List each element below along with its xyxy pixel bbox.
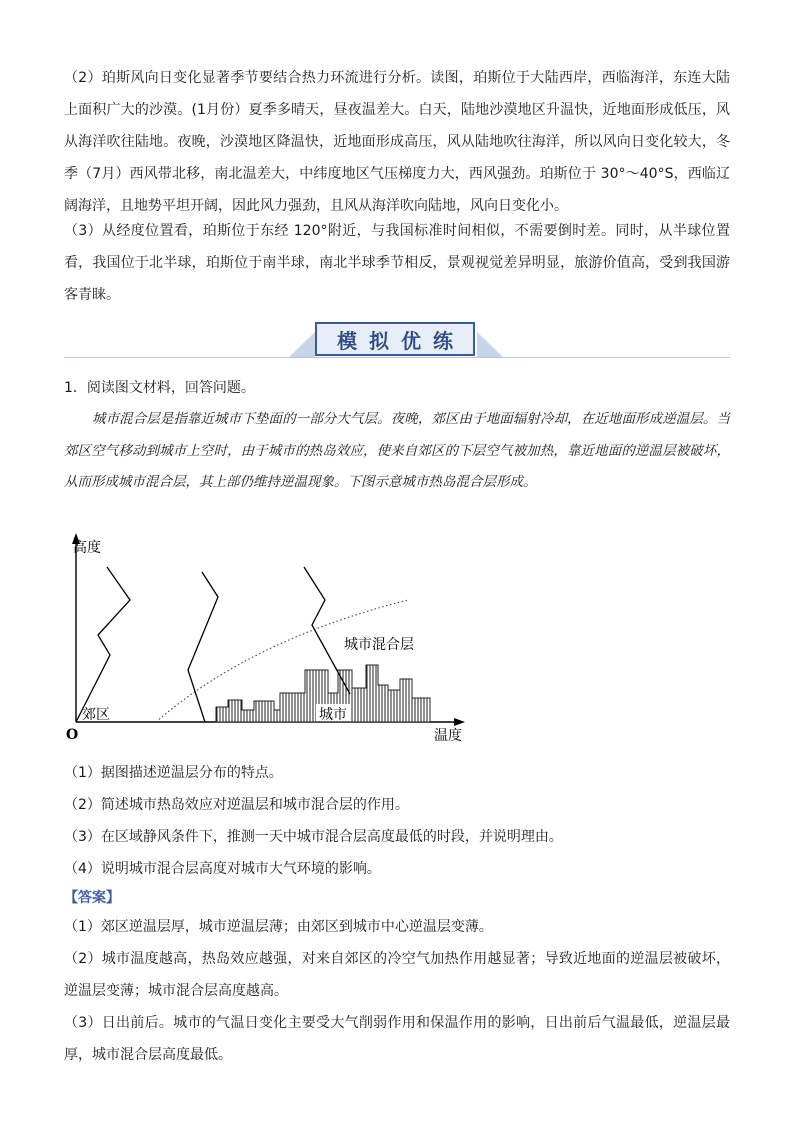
sub-question-2: （2）简述城市热岛效应对逆温层和城市混合层的作用。 — [64, 797, 409, 813]
banner-title: 模拟优练 — [337, 328, 465, 353]
question-material: 城市混合层是指靠近城市下垫面的一部分大气层。夜晚，郊区由于地面辐射冷却，在近地面形成逆温层。当郊区空气移动到城市上空时，由于城市的热岛效应，使来自郊区的下层空气被加热，靠近地面的逆温层被破坏，从而形成城市混合层，其上部仍维持逆温现象。下图示意城市热岛混合层形成。 — [64, 411, 730, 490]
x-axis-label: 温度 — [434, 728, 462, 744]
answer-2: （2）城市温度越高，热岛效应越强，对来自郊区的冷空气加热作用越显著；导致近地面的逆温层被破坏，逆温层变薄；城市混合层高度越高。 — [64, 951, 730, 999]
banner-box — [315, 322, 475, 356]
suburb-label: 郊区 — [82, 707, 110, 723]
profile-middle — [188, 572, 218, 722]
sub-question-4: （4）说明城市混合层高度对城市大气环境的影响。 — [64, 861, 381, 877]
x-axis-arrow — [454, 718, 465, 726]
question-stem: 1．阅读图文材料，回答问题。 — [64, 380, 255, 396]
urban-mixing-layer-figure — [60, 530, 470, 745]
answer-1: （1）郊区逆温层厚，城市逆温层薄；由郊区到城市中心逆温层变薄。 — [64, 919, 493, 935]
y-axis-label: 高度 — [73, 540, 101, 556]
answer-tag: 【答案】 — [64, 890, 120, 906]
paragraph-answer-2: （2）珀斯风向日变化显著季节要结合热力环流进行分析。读图，珀斯位于大陆西岸，西临海洋，东连大陆上面积广大的沙漠。(1月份）夏季多晴天，昼夜温差大。白天，陆地沙漠地区升温快，近地面形成低压，风从海洋吹往陆地。夜晚，沙漠地区降温快，近地面形成高压，风从陆地吹往海洋，所以风向日变化较大，冬季（7月）西风带北移，南北温差大，中纬度地区气压梯度力大，西风强劲。珀斯位于 30°～40°S，西临辽阔海洋，且地势平坦开阔，因此风力强劲，且风从海洋吹向陆地，风向日变化小。 — [64, 70, 730, 214]
city-label: 城市 — [319, 707, 347, 723]
answer-3: （3）日出前后。城市的气温日变化主要受大气削弱作用和保温作用的影响，日出前后气温最低，逆温层最厚，城市混合层高度最低。 — [64, 1015, 730, 1063]
section-banner — [289, 318, 503, 358]
sub-question-1: （1）据图描述逆温层分布的特点。 — [64, 765, 283, 781]
mixing-layer-label: 城市混合层 — [344, 637, 414, 653]
profile-suburb — [76, 567, 130, 722]
paragraph-answer-3: （3）从经度位置看，珀斯位于东经 120°附近，与我国标准时间相似，不需要倒时差。同时，从半球位置看，我国位于北半球，珀斯位于南半球，南北半球季节相反，景观视觉差异明显，旅游价值高，受到我国游客青睐。 — [64, 223, 730, 303]
sub-question-3: （3）在区域静风条件下，推测一天中城市混合层高度最低的时段，并说明理由。 — [64, 829, 563, 845]
origin-label: O — [66, 727, 79, 743]
